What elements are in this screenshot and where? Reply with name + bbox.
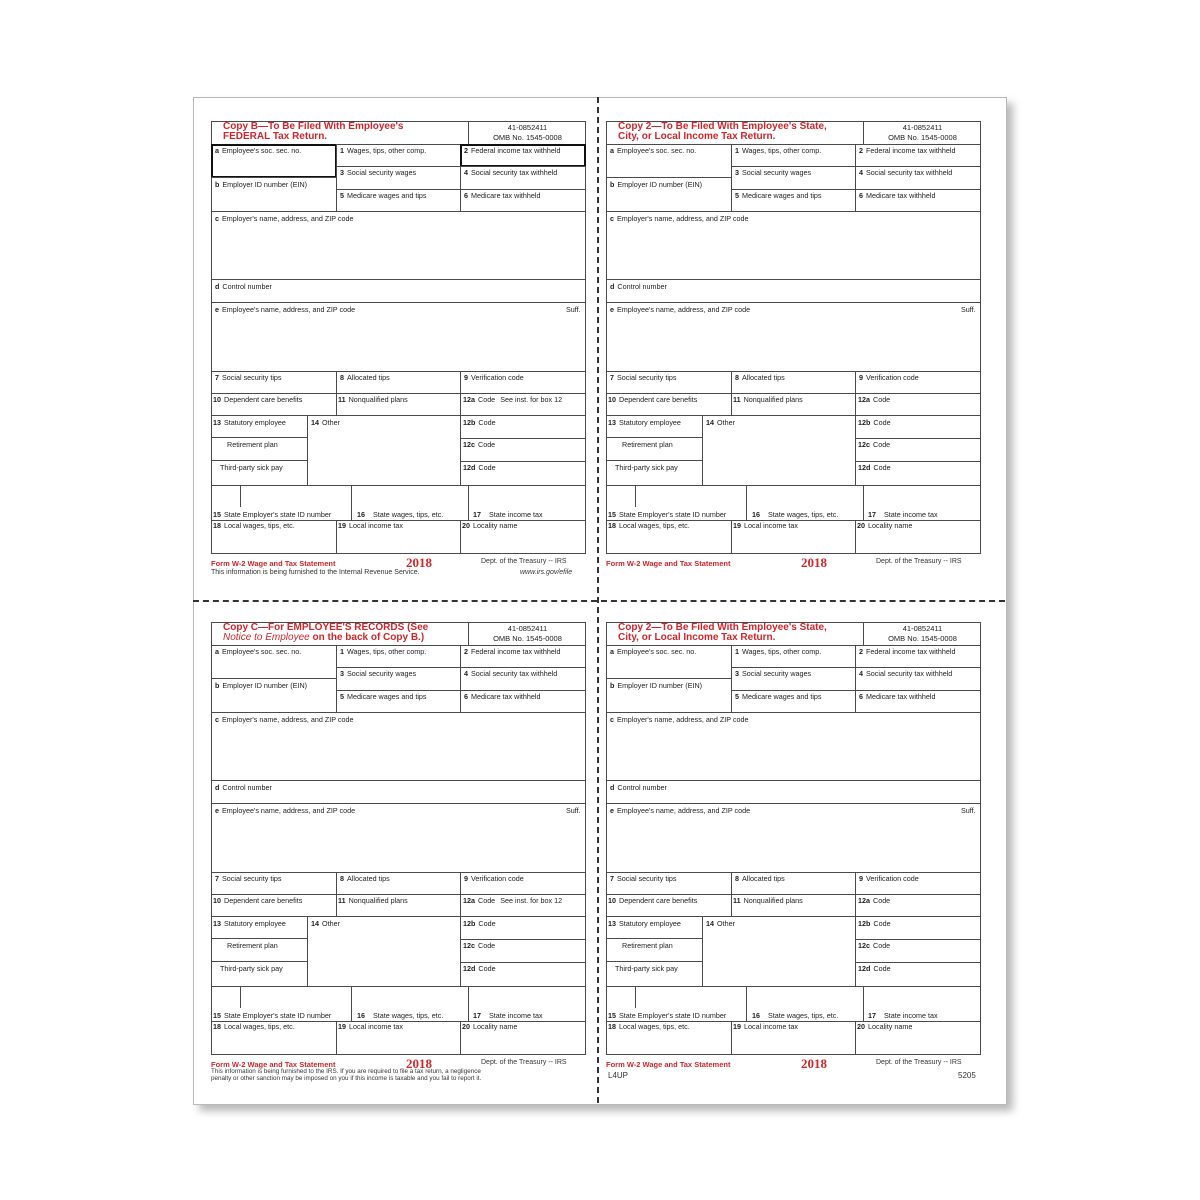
- box-e-suff: Suff.: [961, 305, 976, 314]
- box-13-retirement-label: Retirement plan: [227, 440, 278, 449]
- omb-number: OMB No. 1545-0008: [493, 133, 562, 142]
- box-13-retirement-label: Retirement plan: [622, 440, 673, 449]
- box-9-label: 9 Verification code: [859, 373, 919, 382]
- box-e-suff: Suff.: [961, 806, 976, 815]
- form-name: Form W-2 Wage and Tax Statement: [606, 559, 731, 568]
- copy-2-top-form: [606, 121, 981, 591]
- copy-title-line2-text: City, or Local Income Tax Return.: [618, 131, 776, 142]
- box-12d-label: 12d Code: [858, 463, 891, 472]
- box-b-label: b Employer ID number (EIN): [610, 681, 703, 690]
- box-e-suff: Suff.: [566, 305, 581, 314]
- copy-title: [618, 122, 858, 142]
- box-13-thirdparty-label: Third-party sick pay: [615, 463, 678, 472]
- copy-c-note-line1: This information is being furnished to the IRS. If you are required to file a tax return, a negligence: [211, 1068, 481, 1075]
- box-10-label: 10 Dependent care benefits: [213, 896, 303, 905]
- omb-number: OMB No. 1545-0008: [493, 634, 562, 643]
- box-13-retirement-label: Retirement plan: [622, 941, 673, 950]
- box-15-label: 15 State Employer's state ID number: [608, 1011, 727, 1020]
- box-16-label: 16 State wages, tips, etc.: [357, 510, 444, 519]
- ein-number: 41-0852411: [507, 624, 548, 633]
- box-13-divider-2: [211, 961, 308, 962]
- box-14-label: 14 Other: [311, 418, 340, 427]
- box-b-label: b Employer ID number (EIN): [215, 180, 308, 189]
- box-1-label: 1 Wages, tips, other comp.: [735, 146, 822, 155]
- box-10-label: 10 Dependent care benefits: [608, 896, 698, 905]
- box-13-thirdparty-label: Third-party sick pay: [220, 964, 283, 973]
- copy-b-url: www.irs.gov/efile: [520, 569, 573, 576]
- box-12c-label: 12c Code: [858, 941, 891, 950]
- box-d-label: d Control number: [610, 282, 667, 291]
- box-14-label: 14 Other: [311, 919, 340, 928]
- box-3-label: 3 Social security wages: [735, 669, 812, 678]
- box-12a-see-inst: See inst. for box 12: [500, 395, 563, 404]
- box-12b-label: 12b Code: [463, 418, 496, 427]
- box-17-label: 17 State income tax: [868, 510, 938, 519]
- box-e-label: e Employee's name, address, and ZIP code: [215, 806, 356, 815]
- copy-2-bottom-form: [606, 622, 981, 1092]
- box-9-label: 9 Verification code: [859, 874, 919, 883]
- box-13-divider-1: [211, 938, 308, 939]
- box-e-label: e Employee's name, address, and ZIP code: [215, 305, 356, 314]
- dept-treasury: Dept. of the Treasury -- IRS: [481, 1059, 567, 1066]
- box-e-suff: Suff.: [566, 806, 581, 815]
- box-4-label: 4 Social security tax withheld: [859, 168, 953, 177]
- box-4-label: 4 Social security tax withheld: [464, 168, 558, 177]
- copy-title-line2-text: City, or Local Income Tax Return.: [618, 632, 776, 643]
- copy-title: [618, 623, 858, 643]
- box-20-label: 20 Locality name: [462, 521, 518, 530]
- box-16-label: 16 State wages, tips, etc.: [752, 1011, 839, 1020]
- box-3-label: 3 Social security wages: [340, 168, 417, 177]
- box-2-label: 2 Federal income tax withheld: [464, 146, 561, 155]
- box-2-label: 2 Federal income tax withheld: [859, 146, 956, 155]
- box-15-label: 15 State Employer's state ID number: [608, 510, 727, 519]
- box-15-state-divider: [635, 986, 636, 1008]
- box-d-label: d Control number: [215, 783, 272, 792]
- dept-treasury: Dept. of the Treasury -- IRS: [481, 558, 567, 565]
- box-20-label: 20 Locality name: [462, 1022, 518, 1031]
- box-7-label: 7 Social security tips: [215, 874, 282, 883]
- box-2-label: 2 Federal income tax withheld: [464, 647, 561, 656]
- box-13-divider-2: [606, 961, 703, 962]
- box-18-label: 18 Local wages, tips, etc.: [213, 521, 295, 530]
- box-13-divider-1: [606, 437, 703, 438]
- copy-2-form-number: 5205: [958, 1071, 976, 1080]
- box-20-label: 20 Locality name: [857, 521, 913, 530]
- box-7-label: 7 Social security tips: [610, 874, 677, 883]
- box-16-label: 16 State wages, tips, etc.: [357, 1011, 444, 1020]
- box-19-label: 19 Local income tax: [338, 521, 403, 530]
- box-13-divider-2: [211, 460, 308, 461]
- omb-number: OMB No. 1545-0008: [888, 133, 957, 142]
- copy-title-italic: Notice to Employee: [223, 632, 310, 643]
- box-d-label: d Control number: [610, 783, 667, 792]
- copy-title-line1: Copy C—For EMPLOYEE'S RECORDS (See: [223, 622, 429, 633]
- copy-b-note: This information is being furnished to the Internal Revenue Service.: [211, 569, 420, 576]
- box-12c-label: 12c Code: [463, 440, 496, 449]
- box-13-label: 13 Statutory employee: [608, 418, 681, 427]
- form-name: Form W-2 Wage and Tax Statement: [606, 1060, 731, 1069]
- tax-year: 2018: [406, 555, 432, 570]
- box-9-label: 9 Verification code: [464, 373, 524, 382]
- box-5-label: 5 Medicare wages and tips: [340, 191, 427, 200]
- copy-title: [223, 623, 463, 643]
- copy-title-line1: Copy 2—To Be Filed With Employee's State,: [618, 121, 827, 132]
- tax-year: 2018: [801, 1056, 827, 1071]
- box-19-label: 19 Local income tax: [733, 521, 798, 530]
- box-12a-see-inst: See inst. for box 12: [500, 896, 563, 905]
- box-a-label: a Employee's soc. sec. no.: [215, 647, 302, 656]
- box-15-state-divider: [240, 986, 241, 1008]
- box-17-label: 17 State income tax: [868, 1011, 938, 1020]
- box-15-label: 15 State Employer's state ID number: [213, 1011, 332, 1020]
- box-1-label: 1 Wages, tips, other comp.: [340, 146, 427, 155]
- box-12a-label: 12a Code: [858, 896, 891, 905]
- box-12d-label: 12d Code: [858, 964, 891, 973]
- box-5-label: 5 Medicare wages and tips: [735, 692, 822, 701]
- box-12d-label: 12d Code: [463, 964, 496, 973]
- box-5-label: 5 Medicare wages and tips: [340, 692, 427, 701]
- box-6-label: 6 Medicare tax withheld: [464, 692, 541, 701]
- box-8-label: 8 Allocated tips: [340, 373, 390, 382]
- tax-year: 2018: [406, 1056, 432, 1071]
- box-c-label: c Employer's name, address, and ZIP code: [215, 214, 354, 223]
- copy-title-line2: [223, 633, 463, 643]
- box-19-label: 19 Local income tax: [733, 1022, 798, 1031]
- box-13-retirement-label: Retirement plan: [227, 941, 278, 950]
- form-name: Form W-2 Wage and Tax Statement: [211, 559, 336, 568]
- box-8-label: 8 Allocated tips: [340, 874, 390, 883]
- box-10-label: 10 Dependent care benefits: [608, 395, 698, 404]
- copy-title-line1: Copy 2—To Be Filed With Employee's State,: [618, 622, 827, 633]
- dept-treasury: Dept. of the Treasury -- IRS: [876, 558, 962, 565]
- ein-number: 41-0852411: [507, 123, 548, 132]
- copy-title-line2: [618, 132, 858, 142]
- box-6-label: 6 Medicare tax withheld: [859, 692, 936, 701]
- box-12c-label: 12c Code: [463, 941, 496, 950]
- box-12d-label: 12d Code: [463, 463, 496, 472]
- box-b-label: b Employer ID number (EIN): [610, 180, 703, 189]
- box-14-label: 14 Other: [706, 919, 735, 928]
- box-c-label: c Employer's name, address, and ZIP code: [610, 214, 749, 223]
- box-15-state-divider: [635, 485, 636, 507]
- box-13-divider-2: [606, 460, 703, 461]
- copy-b-form: [211, 121, 586, 591]
- box-11-label: 11 Nonqualified plans: [733, 395, 803, 404]
- box-8-label: 8 Allocated tips: [735, 373, 785, 382]
- box-12b-label: 12b Code: [858, 418, 891, 427]
- copy-title-line2-text: FEDERAL Tax Return.: [223, 131, 328, 142]
- box-16-label: 16 State wages, tips, etc.: [752, 510, 839, 519]
- copy-2-form-code: L4UP: [608, 1071, 629, 1080]
- box-1-label: 1 Wages, tips, other comp.: [340, 647, 427, 656]
- box-4-label: 4 Social security tax withheld: [464, 669, 558, 678]
- box-11-label: 11 Nonqualified plans: [338, 395, 408, 404]
- omb-number: OMB No. 1545-0008: [888, 634, 957, 643]
- box-a-label: a Employee's soc. sec. no.: [215, 146, 302, 155]
- box-10-label: 10 Dependent care benefits: [213, 395, 303, 404]
- box-12a-label: 12a Code: [858, 395, 891, 404]
- box-4-label: 4 Social security tax withheld: [859, 669, 953, 678]
- box-7-label: 7 Social security tips: [610, 373, 677, 382]
- dept-treasury: Dept. of the Treasury -- IRS: [876, 1059, 962, 1066]
- copy-c-form: [211, 622, 586, 1092]
- box-18-label: 18 Local wages, tips, etc.: [213, 1022, 295, 1031]
- box-19-label: 19 Local income tax: [338, 1022, 403, 1031]
- box-17-label: 17 State income tax: [473, 510, 543, 519]
- box-e-label: e Employee's name, address, and ZIP code: [610, 806, 751, 815]
- box-15-state-divider: [240, 485, 241, 507]
- box-9-label: 9 Verification code: [464, 874, 524, 883]
- box-a-label: a Employee's soc. sec. no.: [610, 146, 697, 155]
- box-b-label: b Employer ID number (EIN): [215, 681, 308, 690]
- form-name: Form W-2 Wage and Tax Statement: [211, 1060, 336, 1069]
- box-14-label: 14 Other: [706, 418, 735, 427]
- box-13-divider-1: [606, 938, 703, 939]
- box-e-label: e Employee's name, address, and ZIP code: [610, 305, 751, 314]
- copy-title-line2: [223, 132, 463, 142]
- box-3-label: 3 Social security wages: [340, 669, 417, 678]
- horizontal-perforation-line: [193, 600, 1005, 602]
- ein-number: 41-0852411: [902, 123, 943, 132]
- copy-title-rest: on the back of Copy B.): [309, 632, 425, 643]
- box-6-label: 6 Medicare tax withheld: [464, 191, 541, 200]
- box-2-label: 2 Federal income tax withheld: [859, 647, 956, 656]
- box-1-label: 1 Wages, tips, other comp.: [735, 647, 822, 656]
- copy-title-line2: [618, 633, 858, 643]
- box-13-thirdparty-label: Third-party sick pay: [220, 463, 283, 472]
- box-13-thirdparty-label: Third-party sick pay: [615, 964, 678, 973]
- box-7-label: 7 Social security tips: [215, 373, 282, 382]
- box-d-label: d Control number: [215, 282, 272, 291]
- box-20-label: 20 Locality name: [857, 1022, 913, 1031]
- copy-title-line1: Copy B—To Be Filed With Employee's: [223, 121, 404, 132]
- box-12b-label: 12b Code: [463, 919, 496, 928]
- box-11-label: 11 Nonqualified plans: [733, 896, 803, 905]
- box-12a-label: 12a Code See inst. for box 12: [463, 395, 563, 404]
- box-12c-label: 12c Code: [858, 440, 891, 449]
- box-18-label: 18 Local wages, tips, etc.: [608, 521, 690, 530]
- box-18-label: 18 Local wages, tips, etc.: [608, 1022, 690, 1031]
- box-12b-label: 12b Code: [858, 919, 891, 928]
- box-17-label: 17 State income tax: [473, 1011, 543, 1020]
- copy-c-note-line2: penalty or other sanction may be imposed on you if this income is taxable and you fail to report it.: [211, 1075, 482, 1082]
- box-3-label: 3 Social security wages: [735, 168, 812, 177]
- box-13-label: 13 Statutory employee: [608, 919, 681, 928]
- box-11-label: 11 Nonqualified plans: [338, 896, 408, 905]
- tax-year: 2018: [801, 555, 827, 570]
- box-a-label: a Employee's soc. sec. no.: [610, 647, 697, 656]
- box-c-label: c Employer's name, address, and ZIP code: [215, 715, 354, 724]
- box-5-label: 5 Medicare wages and tips: [735, 191, 822, 200]
- box-6-label: 6 Medicare tax withheld: [859, 191, 936, 200]
- box-12a-label: 12a Code See inst. for box 12: [463, 896, 563, 905]
- box-15-label: 15 State Employer's state ID number: [213, 510, 332, 519]
- box-13-label: 13 Statutory employee: [213, 919, 286, 928]
- copy-title: [223, 122, 463, 142]
- box-13-divider-1: [211, 437, 308, 438]
- ein-number: 41-0852411: [902, 624, 943, 633]
- box-c-label: c Employer's name, address, and ZIP code: [610, 715, 749, 724]
- box-13-label: 13 Statutory employee: [213, 418, 286, 427]
- box-8-label: 8 Allocated tips: [735, 874, 785, 883]
